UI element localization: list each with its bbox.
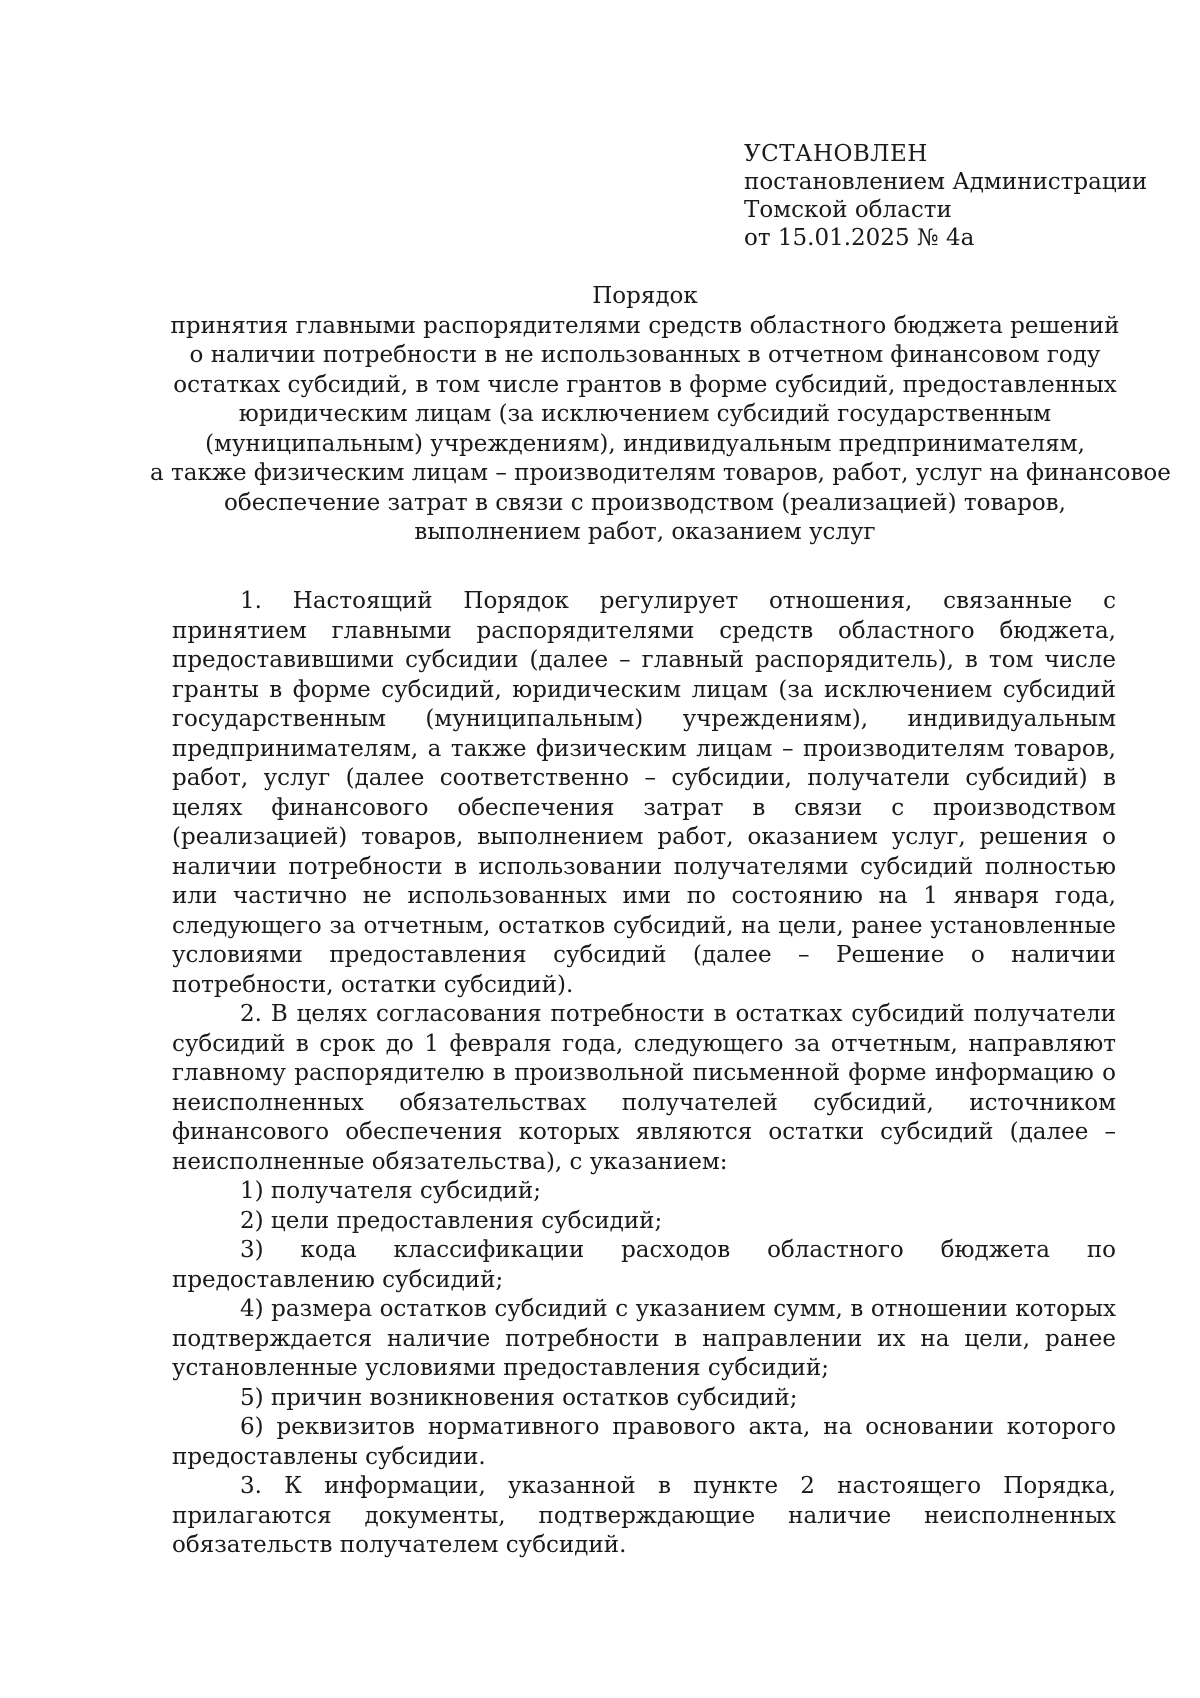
paragraph-section-1: 1. Настоящий Порядок регулирует отношения, связанные с принятием главными распорядителями средств областного бюджета, предоставившими субсидии (далее – главный распорядитель), в том числе гранты в форме субсидий, юридическим лицам (за исключением субсидий государственным (муниципальным) учреждениям), индивидуальным предпринимателям, а также физическим лицам – производителям товаров, работ, услуг (далее соответственно – субсидии, получатели субсидий) в целях финансового обеспечения затрат в связи с производством (реализацией) товаров, выполнением работ, оказанием услуг, решения о наличии потребности в использовании получателями субсидий полностью или частично не использованных ими по состоянию на 1 января года, следующего за отчетным, остатков субсидий, на цели, ранее установленные условиями предоставления субсидий (далее – Решение о наличии потребности, остатки субсидий).: [172, 588, 1116, 998]
approval-heading: УСТАНОВЛЕН: [744, 141, 928, 167]
document-subtitle-line: принятия главными распорядителями средств областного бюджета решений: [170, 312, 1120, 339]
document-subtitle-line: выполнением работ, оказанием услуг: [414, 519, 876, 545]
paragraph-section-2: 2. В целях согласования потребности в остатках субсидий получатели субсидий в срок до 1 февраля года, следующего за отчетным, направляют главному распорядителю в произвольной письменной форме информацию о неисполненных обязательствах получателей субсидий, источником финансового обеспечения которых являются остатки субсидий (далее – неисполненные обязательства), с указанием:: [172, 1001, 1116, 1175]
list-item: 5) причин возникновения остатков субсидий;: [240, 1384, 798, 1411]
document-subtitle-line: остатках субсидий, в том числе грантов в форме субсидий, предоставленных: [173, 371, 1117, 398]
list-item: 1) получателя субсидий;: [240, 1178, 541, 1204]
list-item: 2) цели предоставления субсидий;: [240, 1207, 663, 1234]
list-item: 4) размера остатков субсидий с указанием сумм, в отношении которых подтверждается наличие потребности в направлении их на цели, ранее установленные условиями предоставления субсидий;: [172, 1296, 1116, 1381]
approval-stamp: [744, 140, 1164, 252]
document-subtitle-line: (муниципальным) учреждениям), индивидуальным предпринимателям,: [205, 430, 1085, 457]
document-title: Порядок: [592, 283, 698, 309]
list-item: 3) кода классификации расходов областного бюджета по предоставлению субсидий;: [172, 1237, 1116, 1293]
approval-line: постановлением Администрации: [744, 169, 1148, 195]
paragraph-section-3: 3. К информации, указанной в пункте 2 настоящего Порядка, прилагаются документы, подтверждающие наличие неисполненных обязательств получателем субсидий.: [172, 1473, 1116, 1558]
document-title-block: [150, 282, 1171, 548]
document-subtitle-line: обеспечение затрат в связи с производством (реализацией) товаров,: [224, 489, 1066, 516]
approval-date-line: от 15.01.2025 № 4а: [744, 225, 975, 251]
list-item: 6) реквизитов нормативного правового акта, на основании которого предоставлены субсидии.: [172, 1414, 1116, 1470]
approval-line: Томской области: [744, 197, 952, 223]
document-body: [172, 587, 1116, 1561]
document-subtitle-line: юридическим лицам (за исключением субсидий государственным: [238, 401, 1052, 427]
document-subtitle-line: а также физическим лицам – производителям товаров, работ, услуг на финансовое: [150, 460, 1171, 486]
document-subtitle-line: о наличии потребности в не использованных в отчетном финансовом году: [189, 342, 1101, 368]
